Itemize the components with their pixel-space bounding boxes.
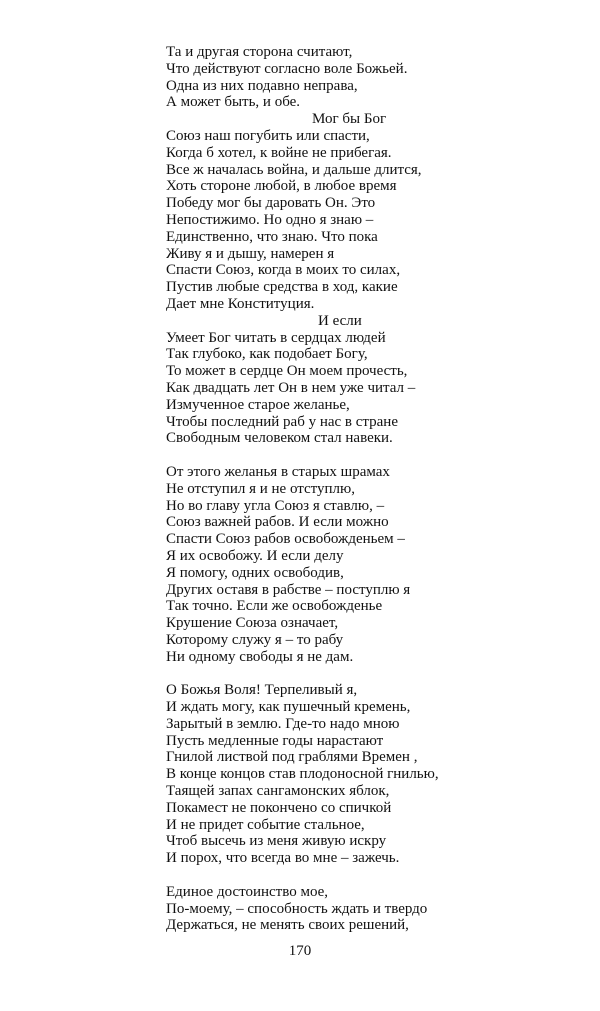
poem-line: Не отступил я и не отступлю, [166, 480, 355, 497]
poem-line: Хоть стороне любой, в любое время [166, 178, 397, 195]
poem-line: Когда б хотел, к войне не прибегая. [166, 144, 392, 161]
poem-line: Других оставя в рабстве – поступлю я [166, 581, 411, 598]
poem-line: Умеет Бог читать в сердцах людей [166, 329, 386, 346]
poem-line: Непостижимо. Но одно я знаю – [166, 211, 374, 228]
poem-line: Что действуют согласно воле Божьей. [166, 60, 408, 77]
poem-line: Союз наш погубить или спасти, [166, 127, 370, 144]
poem-line: Покамест не покончено со спичкой [166, 799, 392, 816]
poem-line: Пустив любые средства в ход, какие [166, 279, 398, 296]
poem-line: Гнилой листвой под граблями Времен , [166, 749, 418, 766]
poem-line: Которому служу я – то рабу [166, 631, 344, 648]
page-number: 170 [288, 943, 312, 959]
poem-line: И ждать могу, как пушечный кремень, [166, 699, 411, 716]
stanza-gap [166, 665, 466, 682]
poem-line: Держаться, не менять своих решений, [166, 917, 409, 934]
poem-line: Союз важней рабов. И если можно [166, 514, 389, 531]
poem-line: Чтоб высечь из меня живую искру [166, 833, 387, 850]
stanza-gap [166, 447, 466, 464]
poem-line: Но во главу угла Союз я ставлю, – [166, 497, 385, 514]
poem-line: А может быть, и обе. [166, 94, 301, 111]
poem-line: Живу я и дышу, намерен я [166, 245, 335, 262]
poem-line: Я помогу, одних освободив, [166, 564, 344, 581]
stanza-3 [166, 682, 466, 867]
stanza-4 [166, 884, 466, 934]
poem-line: Спасти Союз, когда в моих то силах, [166, 262, 401, 279]
poem-line: В конце концов став плодоносной гнилью, [166, 766, 439, 783]
poem-line: Победу мог бы даровать Он. Это [166, 195, 376, 212]
poem-line: Так точно. Если же освобожденье [166, 598, 383, 615]
poem-line: И порох, что всегда во мне – зажечь. [166, 850, 400, 867]
poem-line: Та и другая сторона считают, [166, 44, 353, 60]
poem-line-indented: И если [318, 312, 362, 329]
poem-line: Спасти Союз рабов освобожденьем – [166, 531, 405, 548]
poem-line: Ни одному свободы я не дам. [166, 648, 354, 665]
poem-line: Единственно, что знаю. Что пока [166, 228, 378, 245]
poem-line: Дает мне Конституция. [166, 295, 315, 312]
poem-line: По-моему, – способность ждать и твердо [166, 900, 428, 917]
poem-line: Таящей запах сангамонских яблок, [166, 783, 390, 800]
poem-line: О Божья Воля! Терпеливый я, [166, 682, 358, 699]
stanza-2 [166, 464, 466, 666]
poem-line: Свободным человеком стал навеки. [166, 430, 393, 447]
poem-line: Зарытый в землю. Где-то надо мною [166, 715, 400, 732]
poem-line: То может в сердце Он моем прочесть, [166, 363, 408, 380]
poem-line: Как двадцать лет Он в нем уже читал – [166, 379, 416, 396]
stanza-1 [166, 44, 466, 447]
poem-line: От этого желанья в старых шрамах [166, 463, 390, 480]
poem-line: Пусть медленные годы нарастают [166, 732, 384, 749]
poem-line-indented: Мог бы Бог [312, 111, 387, 128]
poem-line: Одна из них подавно неправа, [166, 77, 358, 94]
poem-line: Единое достоинство мое, [166, 883, 329, 900]
poem-line: Чтобы последний раб у нас в стране [166, 413, 398, 430]
poem-line: Я их освобожу. И если делу [166, 547, 344, 564]
poem-line: Так глубоко, как подобает Богу, [166, 346, 368, 363]
poem-line: И не придет событие стальное, [166, 816, 365, 833]
poem-line: Измученное старое желанье, [166, 396, 350, 413]
stanza-gap [166, 867, 466, 884]
poem-text [166, 44, 466, 934]
poem-line: Крушение Союза означает, [166, 615, 339, 632]
poem-line: Все ж началась война, и дальше длится, [166, 161, 422, 178]
